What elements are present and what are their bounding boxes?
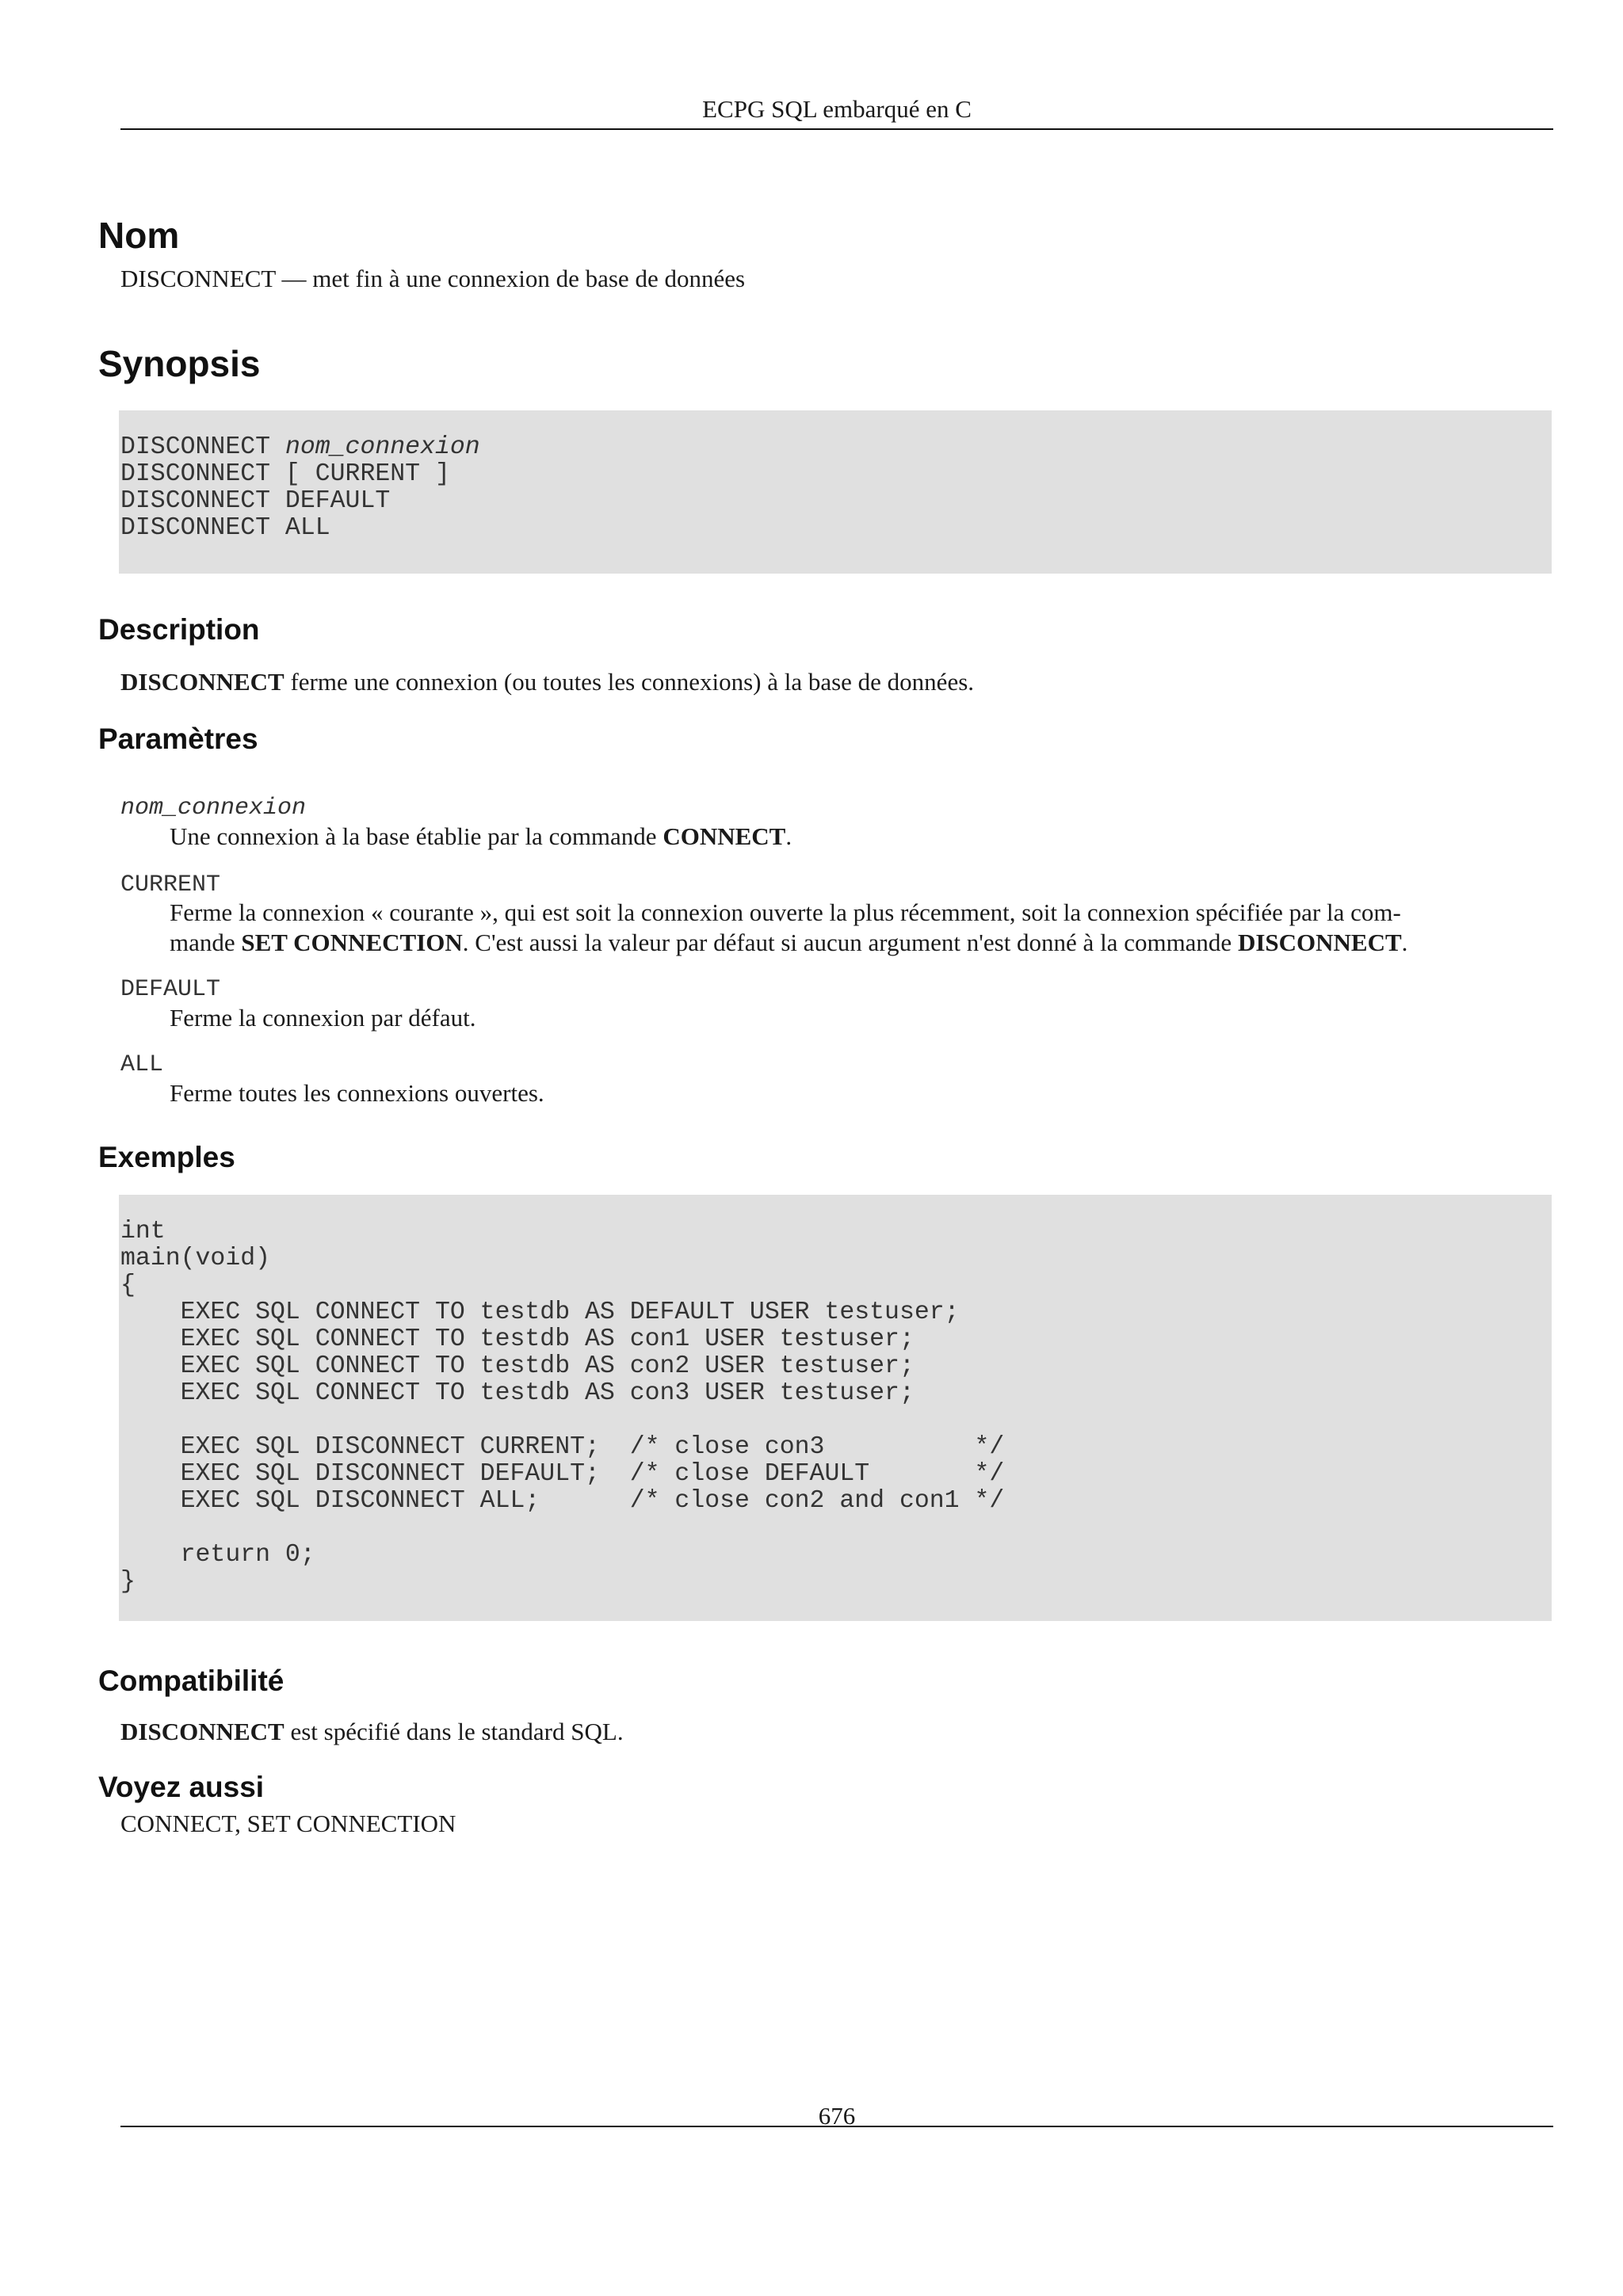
description-command: DISCONNECT — [120, 668, 285, 696]
nom-line — [120, 263, 1553, 295]
section-heading-parametres: Paramètres — [98, 723, 258, 755]
voyez-aussi-links — [120, 1808, 1553, 1840]
running-header: ECPG SQL embarqué en C — [702, 95, 972, 123]
section-heading-compatibilite: Compatibilité — [98, 1665, 285, 1697]
param-def-text: . C'est aussi la valeur par défaut si aucun argument n'est donné à la commande — [462, 929, 1238, 956]
description-text — [120, 666, 1553, 698]
param-def-text: mande — [170, 929, 242, 956]
param-def-nom-connexion — [170, 821, 1553, 852]
synopsis-line-1-command: DISCONNECT — [120, 433, 285, 461]
synopsis-line-3: DISCONNECT DEFAULT — [120, 487, 391, 515]
param-def-all: Ferme toutes les connexions ouvertes. — [170, 1079, 544, 1107]
page-number: 676 — [818, 2102, 856, 2130]
param-def-default: Ferme la connexion par défaut. — [170, 1004, 476, 1032]
link-connect[interactable]: CONNECT — [120, 1810, 235, 1837]
compatibilite-command: DISCONNECT — [120, 1718, 285, 1745]
synopsis-box — [119, 410, 1552, 574]
param-term-all: ALL — [120, 1051, 164, 1078]
param-def-text: Une connexion à la base établie par la commande — [170, 822, 663, 850]
synopsis-line-4: DISCONNECT ALL — [120, 514, 330, 542]
param-def-command: SET CONNECTION — [241, 929, 463, 956]
param-def-text: . — [1401, 929, 1408, 956]
nom-purpose: — met fin à une connexion de base de données — [281, 265, 746, 292]
param-def-text: . — [785, 822, 792, 850]
link-set-connection[interactable]: SET CONNECTION — [246, 1810, 456, 1837]
param-def-current-line1: Ferme la connexion « courante », qui est soit la connexion ouverte la plus récemment, soit la connexion spécifiée par la com- — [170, 898, 1401, 926]
link-separator: , — [235, 1810, 247, 1837]
example-code: int main(void) { EXEC SQL CONNECT TO testdb AS DEFAULT USER testuser; EXEC SQL CONNECT TO testdb AS con1 USER testuser; EXEC SQL CONNECT TO testdb AS con2 USER testuser; EXEC SQL CONNECT TO testdb AS con3 USER testuser; EXEC SQL DISCONNECT CURRENT; /* close con3 */ EXEC SQL DISCONNECT DEFAULT; /* close DEFAULT */ EXEC SQL DISCONNECT ALL; /* close con2 and con1 */ return 0; } — [120, 1218, 1005, 1596]
section-heading-voyez-aussi: Voyez aussi — [98, 1771, 265, 1803]
compatibilite-text — [120, 1716, 1553, 1748]
synopsis-code — [120, 434, 1550, 542]
param-term-default: DEFAULT — [120, 976, 221, 1003]
header-rule — [120, 128, 1553, 130]
section-heading-description: Description — [98, 613, 260, 646]
example-code-box — [119, 1195, 1552, 1621]
synopsis-line-2: DISCONNECT [ CURRENT ] — [120, 460, 450, 488]
section-heading-synopsis: Synopsis — [98, 343, 261, 384]
param-def-current-line2 — [170, 927, 1553, 959]
param-def-command: DISCONNECT — [1237, 929, 1402, 956]
section-heading-exemples: Exemples — [98, 1141, 235, 1173]
description-body: ferme une connexion (ou toutes les connexions) à la base de données. — [284, 668, 975, 696]
param-def-command: CONNECT — [663, 822, 786, 850]
section-heading-nom: Nom — [98, 215, 180, 256]
param-term-nom-connexion: nom_connexion — [120, 795, 307, 822]
param-term-current: CURRENT — [120, 871, 221, 898]
nom-command: DISCONNECT — [120, 265, 276, 292]
compatibilite-body: est spécifié dans le standard SQL. — [284, 1718, 624, 1745]
synopsis-line-1-argument: nom_connexion — [285, 433, 480, 461]
